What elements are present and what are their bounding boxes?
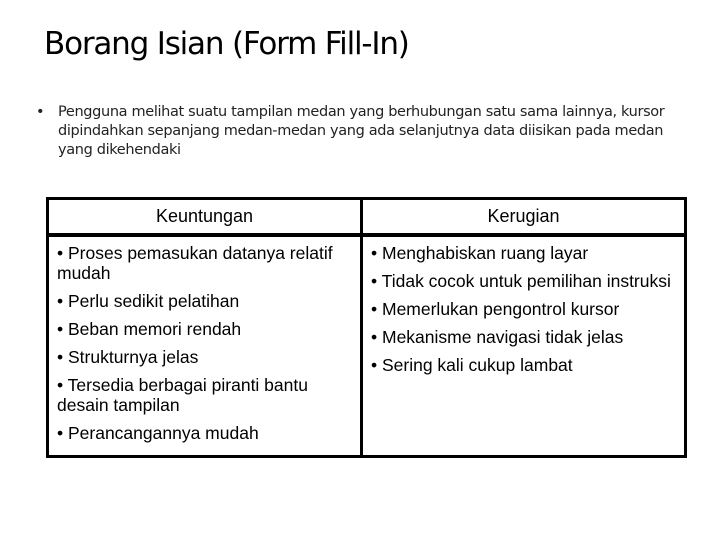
- bullet-marker: •: [36, 104, 45, 120]
- advantage-item: • Perlu sedikit pelatihan: [57, 291, 240, 311]
- intro-bullets: [36, 103, 686, 160]
- intro-bullet: [36, 103, 686, 160]
- table-header-row: [48, 199, 686, 236]
- disadvantage-item: • Tidak cocok untuk pemilihan instruksi: [371, 271, 671, 291]
- disadvantage-item: • Memerlukan pengontrol kursor: [371, 299, 620, 319]
- advantages-cell: [48, 235, 362, 457]
- disadvantages-list: [371, 243, 676, 375]
- disadvantage-item: • Sering kali cukup lambat: [371, 355, 573, 375]
- advantage-item: • Perancangannya mudah: [57, 423, 259, 443]
- intro-bullet-text: Pengguna melihat suatu tampilan medan yang berhubungan satu sama lainnya, kursor dipindahkan sepanjang medan-medan yang ada selanjutnya data diisikan pada medan yang dikehendaki: [58, 104, 665, 158]
- advantages-list: [57, 243, 352, 443]
- advantage-item: • Beban memori rendah: [57, 319, 242, 339]
- advantage-item: • Tersedia berbagai piranti bantu desain tampilan: [57, 375, 308, 415]
- header-kerugian: Kerugian: [362, 199, 686, 236]
- disadvantage-item: • Menghabiskan ruang layar: [371, 243, 589, 263]
- advantage-item: • Proses pemasukan datanya relatif mudah: [57, 243, 333, 283]
- disadvantage-item: • Mekanisme navigasi tidak jelas: [371, 327, 624, 347]
- slide-title: Borang Isian (Form Fill-In): [44, 26, 409, 62]
- header-keuntungan: Keuntungan: [48, 199, 362, 236]
- disadvantages-cell: [362, 235, 686, 457]
- table-row: [48, 235, 686, 457]
- advantage-item: • Strukturnya jelas: [57, 347, 199, 367]
- comparison-table: [46, 197, 687, 458]
